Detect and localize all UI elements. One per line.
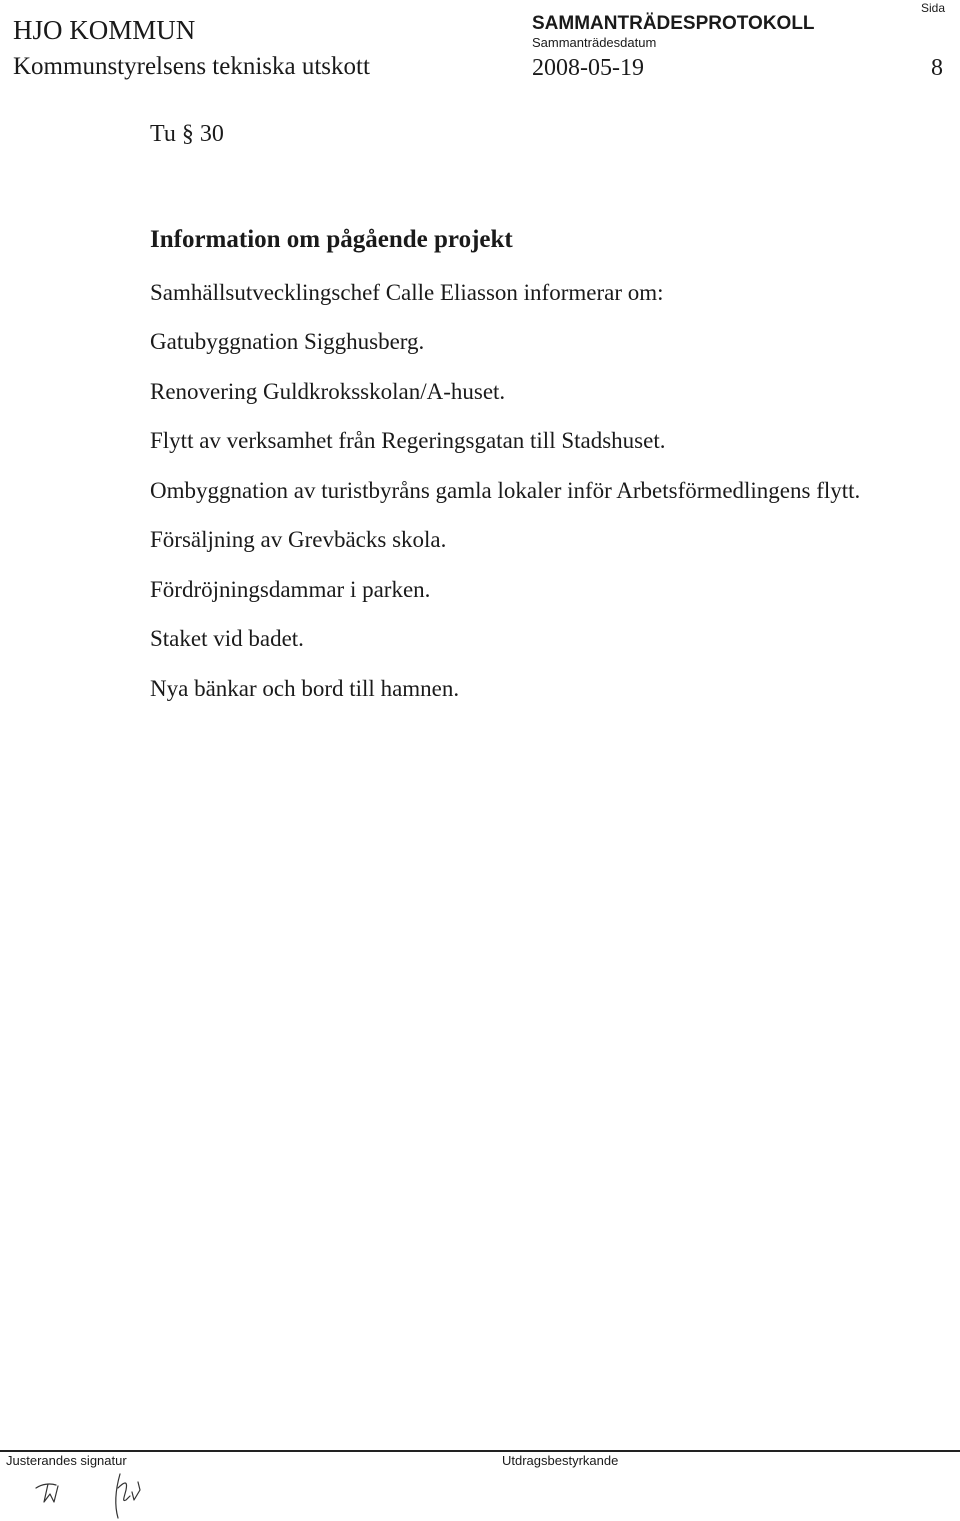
- extract-label: Utdragsbestyrkande: [502, 1453, 619, 1468]
- meeting-date: 2008-05-19: [532, 55, 644, 81]
- list-item: Gatubyggnation Sigghusberg.: [150, 329, 425, 354]
- footer-divider: [0, 1450, 960, 1452]
- organization-name: HJO KOMMUN: [13, 15, 196, 45]
- section-heading: Information om pågående projekt: [150, 226, 513, 253]
- list-item: Fördröjningsdammar i parken.: [150, 576, 431, 602]
- list-item: Flytt av verksamhet från Regeringsgatan till Stadshuset.: [150, 428, 666, 453]
- handwritten-signatures: [34, 1472, 184, 1520]
- document-type: SAMMANTRÄDESPROTOKOLL: [532, 13, 815, 34]
- paragraph-number: Tu § 30: [150, 121, 224, 147]
- list-item: Försäljning av Grevbäcks skola.: [150, 527, 447, 552]
- list-item: Ombyggnation av turistbyråns gamla lokaler inför Arbetsförmedlingens flytt.: [150, 477, 861, 503]
- intro-text: Samhällsutvecklingschef Calle Eliasson informerar om:: [150, 280, 664, 305]
- signature-label: Justerandes signatur: [6, 1453, 127, 1468]
- page-label: Sida: [921, 1, 946, 15]
- list-item: Staket vid badet.: [150, 626, 304, 651]
- page-number: 8: [931, 55, 943, 81]
- meeting-date-label: Sammanträdesdatum: [532, 35, 657, 50]
- committee-name: Kommunstyrelsens tekniska utskott: [13, 53, 370, 80]
- list-item: Renovering Guldkroksskolan/A-huset.: [150, 378, 506, 404]
- project-list: [150, 327, 860, 723]
- list-item: Nya bänkar och bord till hamnen.: [150, 675, 460, 701]
